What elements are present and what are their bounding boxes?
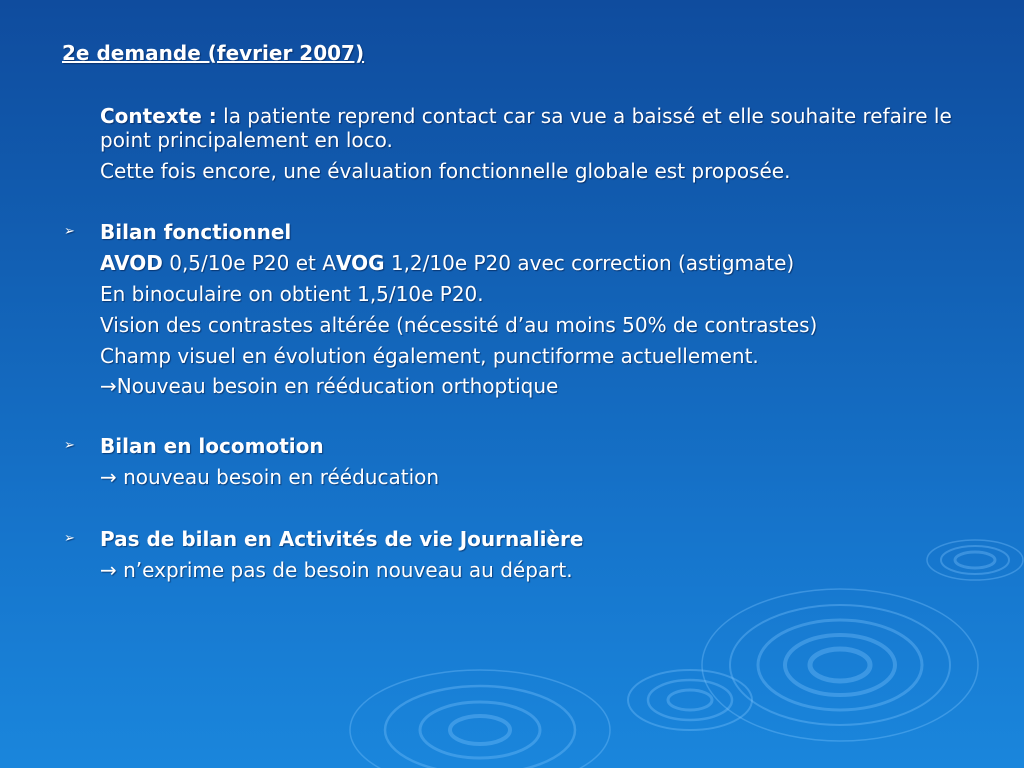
arrow-bullet-icon: ➢ bbox=[64, 224, 75, 239]
avog-label: VOG bbox=[335, 251, 385, 275]
slide-title: 2e demande (fevrier 2007) bbox=[62, 41, 365, 65]
arrow-bullet-icon: ➢ bbox=[64, 438, 75, 453]
champ-visuel-line: Champ visuel en évolution également, punctiforme actuellement. bbox=[100, 344, 759, 368]
locomotion-line: → nouveau besoin en rééducation bbox=[100, 465, 440, 489]
avog-value: 1,2/10e P20 avec correction (astigmate) bbox=[384, 251, 795, 275]
bilan-locomotion-heading: Bilan en locomotion bbox=[100, 434, 324, 458]
contexte-text: la patiente reprend contact car sa vue a baissé et elle souhaite refaire le point principalement en loco. bbox=[100, 104, 952, 152]
acuity-line bbox=[100, 251, 794, 275]
orthoptique-line: →Nouveau besoin en rééducation orthoptique bbox=[100, 374, 559, 398]
contexte-label: Contexte : bbox=[100, 104, 217, 128]
contrastes-line: Vision des contrastes altérée (nécessité d’au moins 50% de contrastes) bbox=[100, 313, 818, 337]
arrow-bullet-icon: ➢ bbox=[64, 531, 75, 546]
contexte-line-2: Cette fois encore, une évaluation fonctionnelle globale est proposée. bbox=[100, 159, 791, 183]
binoculaire-line: En binoculaire on obtient 1,5/10e P20. bbox=[100, 282, 484, 306]
avod-label: AVOD bbox=[100, 251, 163, 275]
avod-value: 0,5/10e P20 et A bbox=[162, 251, 336, 275]
contexte-paragraph bbox=[100, 104, 990, 152]
bilan-avj-heading: Pas de bilan en Activités de vie Journalière bbox=[100, 527, 584, 551]
bilan-fonctionnel-heading: Bilan fonctionnel bbox=[100, 220, 292, 244]
avj-line: → n’exprime pas de besoin nouveau au départ. bbox=[100, 558, 573, 582]
